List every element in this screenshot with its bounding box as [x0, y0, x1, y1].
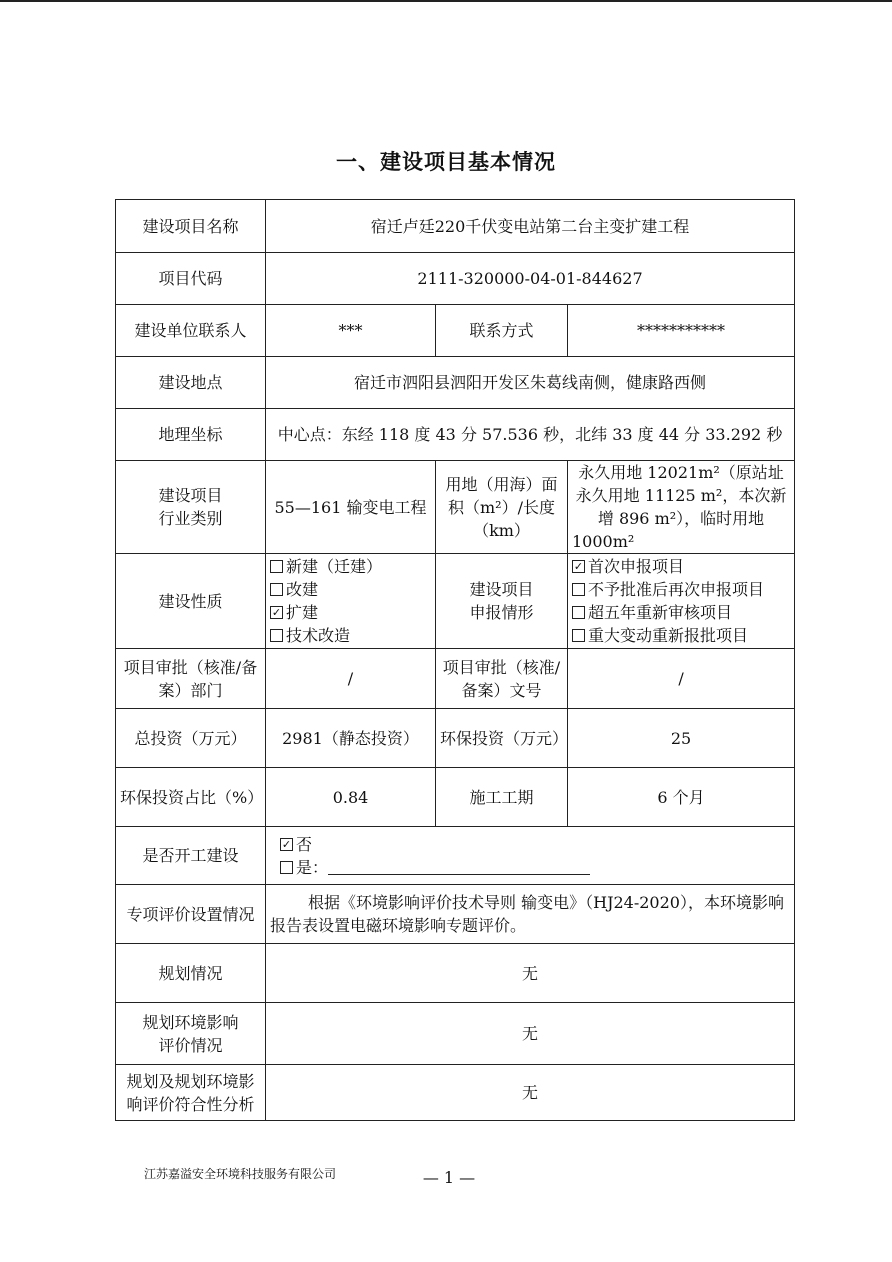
- location-value: 宿迁市泗阳县泗阳开发区朱葛线南侧，健康路西侧: [266, 357, 795, 409]
- approval-doc-value: /: [568, 649, 795, 709]
- location-label: 建设地点: [116, 357, 266, 409]
- checkbox-icon[interactable]: [572, 583, 585, 596]
- contact-method-label: 联系方式: [436, 305, 568, 357]
- nature-label: 建设性质: [116, 554, 266, 649]
- nature-options: [266, 554, 436, 649]
- started-option-yes[interactable]: 是：: [270, 856, 790, 879]
- checked-checkbox-icon[interactable]: [572, 560, 585, 573]
- checkbox-icon[interactable]: [572, 606, 585, 619]
- table-row: [116, 1065, 795, 1121]
- table-row: [116, 709, 795, 768]
- blank-fill-line[interactable]: [328, 860, 590, 875]
- planning-label: 规划情况: [116, 944, 266, 1003]
- planning-conformity-value: 无: [266, 1065, 795, 1121]
- approval-doc-label: 项目审批（核准/备案）文号: [436, 649, 568, 709]
- contact-method-value: ***********: [568, 305, 795, 357]
- table-row: [116, 305, 795, 357]
- table-row: [116, 200, 795, 253]
- env-investment-label: 环保投资（万元）: [436, 709, 568, 768]
- contact-person-label: 建设单位联系人: [116, 305, 266, 357]
- declaration-option[interactable]: 重大变动重新报批项目: [572, 624, 790, 647]
- table-row: [116, 885, 795, 944]
- project-info-table: [115, 199, 795, 1121]
- coordinates-label: 地理坐标: [116, 409, 266, 461]
- approval-dept-value: /: [266, 649, 436, 709]
- coordinates-value: 中心点：东经 118 度 43 分 57.536 秒，北纬 33 度 44 分 33.292 秒: [266, 409, 795, 461]
- land-area-label: 用地（用海）面积（m²）/长度（km）: [436, 461, 568, 554]
- declaration-option[interactable]: ✓首次申报项目: [572, 555, 790, 578]
- started-options: [266, 827, 795, 885]
- construction-period-label: 施工工期: [436, 768, 568, 827]
- table-row: [116, 253, 795, 305]
- started-label: 是否开工建设: [116, 827, 266, 885]
- table-row: [116, 649, 795, 709]
- nature-option[interactable]: 改建: [270, 578, 431, 601]
- checkbox-icon[interactable]: [572, 629, 585, 642]
- contact-person-value: ***: [266, 305, 436, 357]
- industry-value: 55—161 输变电工程: [266, 461, 436, 554]
- table-row: [116, 409, 795, 461]
- checked-checkbox-icon[interactable]: [280, 838, 293, 851]
- table-row: [116, 554, 795, 649]
- env-investment-value: 25: [568, 709, 795, 768]
- declaration-label: [436, 554, 568, 649]
- industry-label-line2: 行业类别: [158, 509, 223, 528]
- declaration-label-line2: 申报情形: [469, 603, 534, 622]
- checked-checkbox-icon[interactable]: [270, 606, 283, 619]
- env-ratio-label: 环保投资占比（%）: [116, 768, 266, 827]
- planning-value: 无: [266, 944, 795, 1003]
- top-border-line: [0, 0, 892, 2]
- planning-conformity-label: 规划及规划环境影响评价符合性分析: [116, 1065, 266, 1121]
- table-row: [116, 827, 795, 885]
- section-title: 一、建设项目基本情况: [336, 150, 556, 174]
- planning-env-value: 无: [266, 1003, 795, 1065]
- industry-label: [116, 461, 266, 554]
- declaration-options: [568, 554, 795, 649]
- nature-option[interactable]: ✓扩建: [270, 601, 431, 624]
- special-eval-value: 根据《环境影响评价技术导则 输变电》（HJ24-2020），本环境影响报告表设置电磁环境影响专题评价。: [266, 885, 795, 944]
- declaration-option[interactable]: 不予批准后再次申报项目: [572, 578, 790, 601]
- table-row: [116, 1003, 795, 1065]
- declaration-option[interactable]: 超五年重新审核项目: [572, 601, 790, 624]
- construction-period-value: 6 个月: [568, 768, 795, 827]
- declaration-label-line1: 建设项目: [469, 580, 534, 599]
- nature-option[interactable]: 新建（迁建）: [270, 555, 431, 578]
- approval-dept-label: 项目审批（核准/备案）部门: [116, 649, 266, 709]
- project-code-value: 2111-320000-04-01-844627: [266, 253, 795, 305]
- checkbox-icon[interactable]: [270, 560, 283, 573]
- table-row: [116, 357, 795, 409]
- env-ratio-value: 0.84: [266, 768, 436, 827]
- land-area-value: 永久用地 12021m²（原站址永久用地 11125 m²，本次新增 896 m²），临时用地 1000m²: [568, 461, 795, 554]
- planning-env-label-line2: 评价情况: [158, 1035, 223, 1055]
- project-code-label: 项目代码: [116, 253, 266, 305]
- planning-env-label: [116, 1003, 266, 1065]
- checkbox-icon[interactable]: [270, 583, 283, 596]
- footer-company: 江苏嘉溢安全环境科技服务有限公司: [144, 1167, 337, 1181]
- page-number: — 1 —: [422, 1168, 476, 1187]
- checkbox-icon[interactable]: [280, 861, 293, 874]
- planning-env-label-line1: 规划环境影响: [142, 1012, 239, 1032]
- project-name-value: 宿迁卢廷220千伏变电站第二台主变扩建工程: [266, 200, 795, 253]
- total-investment-label: 总投资（万元）: [116, 709, 266, 768]
- project-name-label: 建设项目名称: [116, 200, 266, 253]
- industry-label-line1: 建设项目: [158, 486, 223, 505]
- nature-option[interactable]: 技术改造: [270, 624, 431, 647]
- checkbox-icon[interactable]: [270, 629, 283, 642]
- table-row: [116, 461, 795, 554]
- started-option-no[interactable]: ✓否: [270, 833, 790, 856]
- total-investment-value: 2981（静态投资）: [266, 709, 436, 768]
- special-eval-label: 专项评价设置情况: [116, 885, 266, 944]
- table-row: [116, 768, 795, 827]
- table-row: [116, 944, 795, 1003]
